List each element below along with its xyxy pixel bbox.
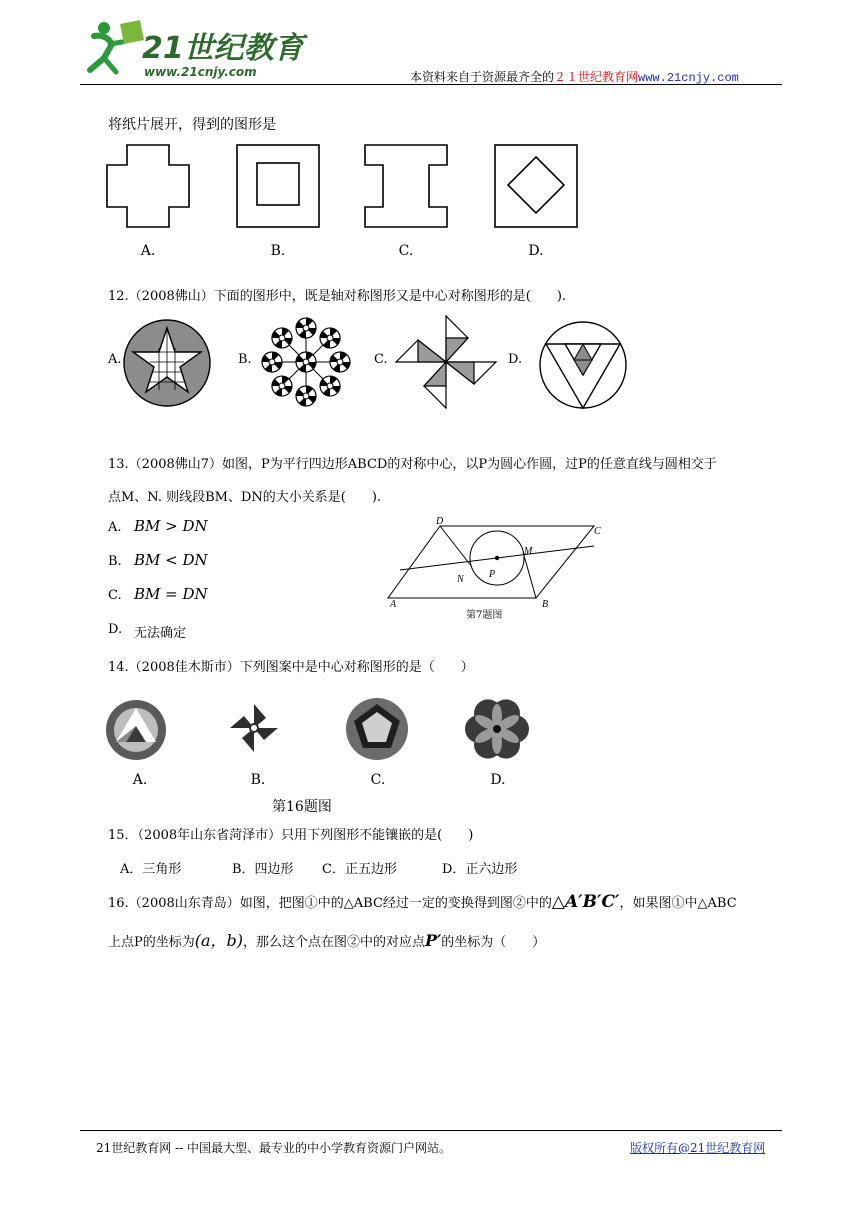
q11-option-d-figure [494, 144, 578, 228]
q16-line2-b: ，那么这个点在图②中的对应点 [243, 935, 426, 950]
q12-option-a-figure [122, 318, 212, 408]
footer-copyright-link[interactable]: 版权所有@21世纪教育网 [630, 1141, 766, 1155]
q11-prompt: 将纸片展开，得到的图形是 [108, 117, 276, 133]
q14-option-d-figure [462, 696, 532, 762]
q16-line1-math: △A′B′C′ [551, 892, 620, 912]
flower-petal [272, 328, 292, 348]
q11-option-b-figure [236, 144, 320, 228]
q16-line2-math2: P′ [425, 931, 442, 950]
q13-line1: 13.（2008佛山7）如图，P为平行四边形ABCD的对称中心，以P为圆心作圆，过P的任意直线与圆相交于 [108, 457, 717, 472]
q13-choice-a-label: A. [108, 520, 122, 535]
q11-label-c: C. [398, 243, 414, 259]
q13-point-d: D [436, 516, 444, 527]
footer-left: 21世纪教育网 -- 中国最大型、最专业的中小学教育资源门户网站。 [96, 1141, 452, 1155]
q13-choice-b: BM < DN [134, 551, 208, 569]
q11-option-c-figure [364, 144, 448, 228]
q12-label-d: D. [508, 352, 523, 367]
flower-petal [262, 352, 282, 372]
q16-line2-a: 上点P的坐标为 [108, 935, 195, 950]
q12-option-b-figure [258, 314, 354, 410]
q14-label-b: B. [250, 772, 266, 788]
q13-choice-a: BM > DN [134, 517, 208, 535]
q12-label-c: C. [374, 352, 388, 367]
q13-point-n: N [457, 574, 464, 585]
q13-point-a: A [390, 599, 397, 610]
site-logo [82, 14, 304, 84]
header-rule [80, 84, 782, 85]
q11-label-b: B. [270, 243, 286, 259]
q16-line2 [108, 928, 545, 951]
q12-option-d-figure [538, 320, 628, 410]
flower-petal [330, 352, 350, 372]
q13-choice-b-label: B. [108, 554, 122, 569]
q14-option-b-figure [226, 700, 282, 756]
svg-text:www.21cnjy.com: www.21cnjy.com [144, 65, 257, 79]
q13-point-b: B [542, 599, 549, 610]
q16-line2-math: (a，b) [194, 931, 244, 950]
header-source-url[interactable]: www.21cnjy.com [638, 71, 739, 85]
q14-caption: 第16题图 [272, 799, 332, 815]
q14-label-d: D. [490, 772, 506, 788]
q14-option-a-figure [104, 698, 168, 762]
flower-petal [296, 318, 316, 338]
q12-option-c-figure [396, 316, 496, 408]
q12-question: 12.（2008佛山）下面的图形中，既是轴对称图形又是中心对称图形的是( ). [108, 289, 567, 304]
q14-question: 14.（2008佳木斯市）下列图案中是中心对称图形的是（ ） [108, 660, 474, 675]
q14-label-a: A. [132, 772, 148, 788]
q15-option-a: A．三角形 [120, 862, 182, 877]
flower-petal [296, 386, 316, 406]
q15-option-d: D．正六边形 [442, 862, 518, 877]
q13-point-c: C [594, 526, 601, 537]
header-source-site: ２１世纪教育网 [554, 70, 639, 84]
q13-choice-c: BM = DN [134, 585, 208, 603]
q11-label-d: D. [528, 243, 544, 259]
header-source [410, 68, 739, 85]
footer-rule [80, 1130, 782, 1131]
q13-choice-c-label: C. [108, 588, 122, 603]
q13-point-m: M [524, 546, 533, 557]
svg-text:21世纪教育: 21世纪教育 [142, 31, 304, 66]
q16-line2-c: 的坐标为（ ） [441, 935, 546, 950]
q16-line1-a: 16.（2008山东青岛）如图，把图①中的△ABC经过一定的变换得到图②中的 [108, 896, 552, 911]
q14-label-c: C. [370, 772, 386, 788]
q13-line2: 点M、N. 则线段BM、DN的大小关系是( ). [108, 490, 382, 505]
q15-question: 15．（2008年山东省菏泽市）只用下列图形不能镶嵌的是( ) [108, 828, 474, 843]
q16-line1 [108, 892, 737, 912]
q11-option-a-figure [106, 144, 190, 228]
q13-figure-caption: 第7题图 [466, 610, 503, 621]
q13-choice-d-label: D. [108, 622, 123, 637]
header-source-prefix: 本资料来自于资源最齐全的 [410, 70, 555, 84]
q13-parallelogram-figure [386, 516, 616, 621]
q12-label-b: B. [238, 352, 252, 367]
q15-option-c: C．正五边形 [322, 862, 397, 877]
flower-center [493, 725, 501, 733]
q13-point-p: P [489, 569, 496, 580]
flower-petal [272, 376, 292, 396]
q16-line1-b: ，如果图①中△ABC [619, 896, 737, 911]
q14-option-c-figure [344, 696, 410, 762]
q11-label-a: A. [140, 243, 156, 259]
q12-label-a: A. [108, 352, 122, 367]
flower-petal [320, 376, 340, 396]
flower-petal [320, 328, 340, 348]
q15-option-b: B．四边形 [232, 862, 294, 877]
q13-choice-d: 无法确定 [134, 626, 187, 641]
flower-center [296, 352, 316, 372]
